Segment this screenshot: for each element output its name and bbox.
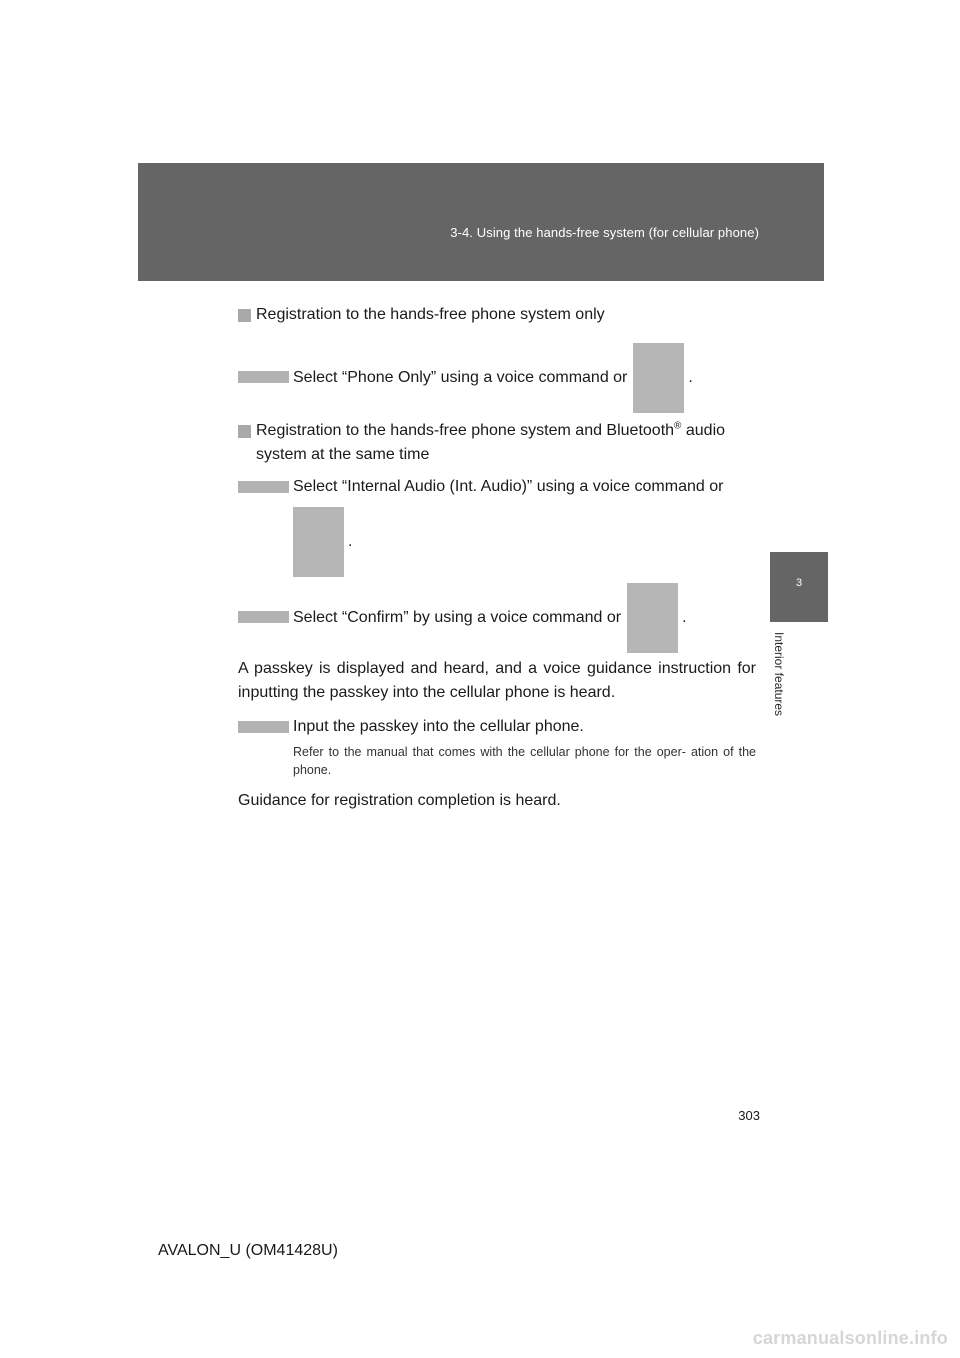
square-bullet-icon <box>238 309 251 322</box>
chapter-label-text: Interior features <box>772 632 786 717</box>
chapter-tab <box>770 552 828 622</box>
step-confirm <box>238 583 756 653</box>
chapter-number: 3 <box>795 577 803 589</box>
section-title: 3-4. Using the hands-free system (for cellular phone) <box>450 225 759 240</box>
chapter-label <box>772 632 792 732</box>
step-internal-audio-button-row <box>238 507 756 577</box>
step-phone-only <box>238 343 756 413</box>
page-number: 303 <box>738 1108 760 1123</box>
heading-phone-only-text: Registration to the hands-free phone system only <box>256 306 605 323</box>
step-internal-audio <box>238 475 756 499</box>
step-phone-only-text: Select “Phone Only” using a voice command or <box>293 369 628 387</box>
registered-mark: ® <box>674 420 682 432</box>
step-internal-audio-text: Select “Internal Audio (Int. Audio)” using a voice command or <box>293 478 724 495</box>
step-marker <box>238 371 289 383</box>
step-internal-audio-period: . <box>348 533 353 551</box>
document-code: AVALON_U (OM41428U) <box>158 1242 338 1259</box>
confirm-button-image <box>627 583 678 653</box>
step-marker <box>238 481 289 493</box>
step-input-passkey-text: Input the passkey into the cellular phone. <box>293 718 584 735</box>
step-marker <box>238 721 289 733</box>
header-band <box>138 163 824 281</box>
watermark: carmanualsonline.info <box>752 1328 948 1348</box>
heading-phone-only <box>238 303 756 327</box>
internal-audio-button-image <box>293 507 344 577</box>
step-confirm-period: . <box>682 609 687 627</box>
step-phone-only-period: . <box>688 369 693 387</box>
step-marker <box>238 611 289 623</box>
phone-only-button-image <box>633 343 684 413</box>
step-input-passkey <box>238 715 756 739</box>
heading-phone-and-audio-text-2: audio system at the same time <box>256 422 726 463</box>
passkey-paragraph: A passkey is displayed and heard, and a voice guidance instruction for inputting the passkey into the cellular phone is heard. <box>238 660 756 701</box>
square-bullet-icon <box>238 425 251 438</box>
step-input-passkey-note: Refer to the manual that comes with the cellular phone for the oper- ation of the phone. <box>293 745 756 777</box>
heading-phone-and-audio-text: Registration to the hands-free phone system and Bluetooth <box>256 422 675 439</box>
step-confirm-text: Select “Confirm” by using a voice command or <box>293 609 622 627</box>
completion-paragraph: Guidance for registration completion is heard. <box>238 792 561 809</box>
content-body <box>238 303 756 813</box>
heading-phone-and-audio <box>238 419 756 467</box>
